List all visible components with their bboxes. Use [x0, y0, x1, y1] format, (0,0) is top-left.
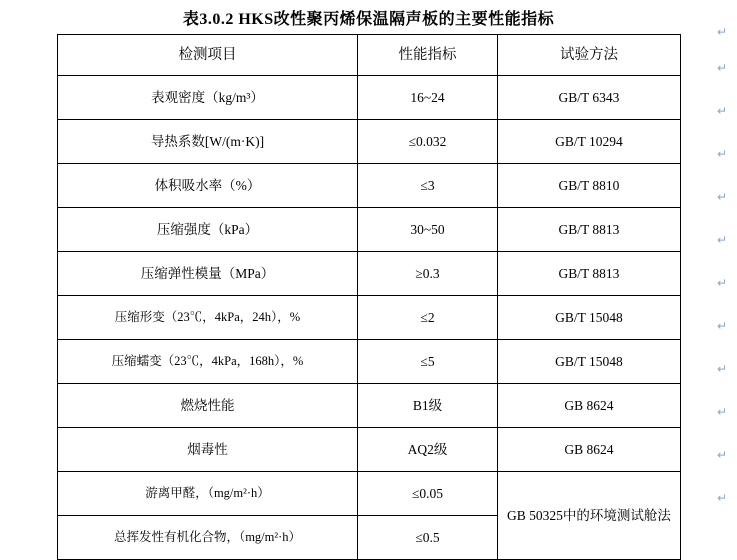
table-row [58, 384, 681, 428]
row-value-label: 16~24 [410, 89, 445, 105]
row-method-label: GB/T 8810 [558, 177, 620, 193]
row-value-cell [358, 340, 498, 384]
row-method-cell [498, 76, 681, 120]
row-method-label: GB 50325中的环境测试舱法 [507, 507, 671, 523]
table-header-row [58, 35, 681, 76]
row-value-cell [358, 296, 498, 340]
row-item-cell [58, 164, 358, 208]
row-item-cell [58, 428, 358, 472]
row-item-cell [58, 208, 358, 252]
table-header-value-label: 性能指标 [398, 46, 457, 63]
paragraph-mark-icon: ↵ [717, 61, 728, 75]
row-method-label: GB/T 15048 [555, 353, 623, 369]
row-value-label: ≤0.032 [408, 133, 447, 149]
row-value-label: ≤3 [420, 177, 435, 193]
table-row [58, 252, 681, 296]
table-row [58, 428, 681, 472]
table-row [58, 120, 681, 164]
paragraph-mark-icon: ↵ [717, 448, 728, 462]
table-row [58, 208, 681, 252]
paragraph-mark-icon: ↵ [717, 491, 728, 505]
paragraph-mark-icon: ↵ [717, 233, 728, 247]
spec-table-container [57, 34, 680, 560]
table-row [58, 164, 681, 208]
row-method-label: GB/T 10294 [555, 133, 623, 149]
row-value-cell [358, 516, 498, 560]
row-method-cell [498, 428, 681, 472]
row-method-cell [498, 208, 681, 252]
row-item-cell [58, 472, 358, 516]
table-header-method-label: 试验方法 [560, 46, 618, 63]
row-value-cell [358, 252, 498, 296]
paragraph-mark-icon: ↵ [717, 25, 728, 39]
row-method-cell [498, 296, 681, 340]
row-value-cell [358, 164, 498, 208]
page-title: 表3.0.2 HKS改性聚丙烯保温隔声板的主要性能指标 [182, 11, 555, 28]
row-value-label: ≥0.3 [415, 265, 440, 281]
row-method-cell [498, 384, 681, 428]
row-value-label: ≤2 [420, 309, 435, 325]
paragraph-mark-icon: ↵ [717, 276, 728, 290]
row-value-label: ≤0.05 [411, 485, 444, 501]
row-value-cell [358, 76, 498, 120]
paragraph-mark-icon: ↵ [717, 104, 728, 118]
row-value-label: AQ2级 [407, 441, 448, 457]
row-item-label: 压缩强度（kPa） [156, 221, 259, 237]
row-item-cell [58, 76, 358, 120]
row-method-label: GB/T 6343 [558, 89, 620, 105]
row-value-cell [358, 208, 498, 252]
row-value-label: ≤0.5 [415, 529, 440, 545]
row-item-label: 导热系数[W/(m·K)] [150, 133, 265, 149]
row-item-label: 总挥发性有机化合物，（mg/m²·h） [113, 530, 302, 545]
row-method-cell [498, 120, 681, 164]
row-item-cell [58, 340, 358, 384]
row-item-label: 游离甲醛，（mg/m²·h） [145, 486, 270, 501]
paragraph-mark-icon: ↵ [717, 147, 728, 161]
table-header-item [58, 35, 358, 76]
table-row [58, 472, 681, 516]
row-method-label: GB 8624 [564, 441, 614, 457]
table-header-method [498, 35, 681, 76]
row-method-cell-merged [498, 472, 681, 560]
row-method-label: GB/T 8813 [558, 221, 620, 237]
row-item-label: 体积吸水率（%） [154, 177, 261, 193]
table-row [58, 296, 681, 340]
row-value-cell [358, 472, 498, 516]
row-value-label: B1级 [412, 397, 443, 413]
row-method-label: GB/T 15048 [555, 309, 623, 325]
paragraph-mark-icon: ↵ [717, 362, 728, 376]
row-value-cell [358, 384, 498, 428]
row-item-label: 压缩形变（23℃，4kPa，24h），% [114, 310, 301, 325]
spec-table [57, 34, 681, 560]
paragraph-mark-icon: ↵ [717, 319, 728, 333]
row-item-label: 表观密度（kg/m³） [151, 89, 264, 105]
row-value-label: 30~50 [410, 221, 445, 237]
row-item-cell [58, 252, 358, 296]
row-item-cell [58, 516, 358, 560]
paragraph-mark-icon: ↵ [717, 190, 728, 204]
row-item-cell [58, 384, 358, 428]
paragraph-mark-icon: ↵ [717, 405, 728, 419]
row-method-cell [498, 252, 681, 296]
row-item-label: 压缩弹性模量（MPa） [140, 265, 275, 281]
row-item-label: 烟毒性 [187, 441, 228, 457]
table-row [58, 340, 681, 384]
row-item-cell [58, 120, 358, 164]
table-row [58, 76, 681, 120]
row-method-label: GB/T 8813 [558, 265, 620, 281]
row-item-label: 燃烧性能 [180, 397, 235, 413]
row-method-cell [498, 340, 681, 384]
row-value-cell [358, 120, 498, 164]
row-value-cell [358, 428, 498, 472]
table-header-item-label: 检测项目 [178, 46, 237, 63]
row-method-cell [498, 164, 681, 208]
table-header-value [358, 35, 498, 76]
row-method-label: GB 8624 [564, 397, 614, 413]
row-value-label: ≤5 [420, 353, 435, 369]
row-item-cell [58, 296, 358, 340]
row-item-label: 压缩蠕变（23℃，4kPa，168h），% [111, 354, 304, 369]
